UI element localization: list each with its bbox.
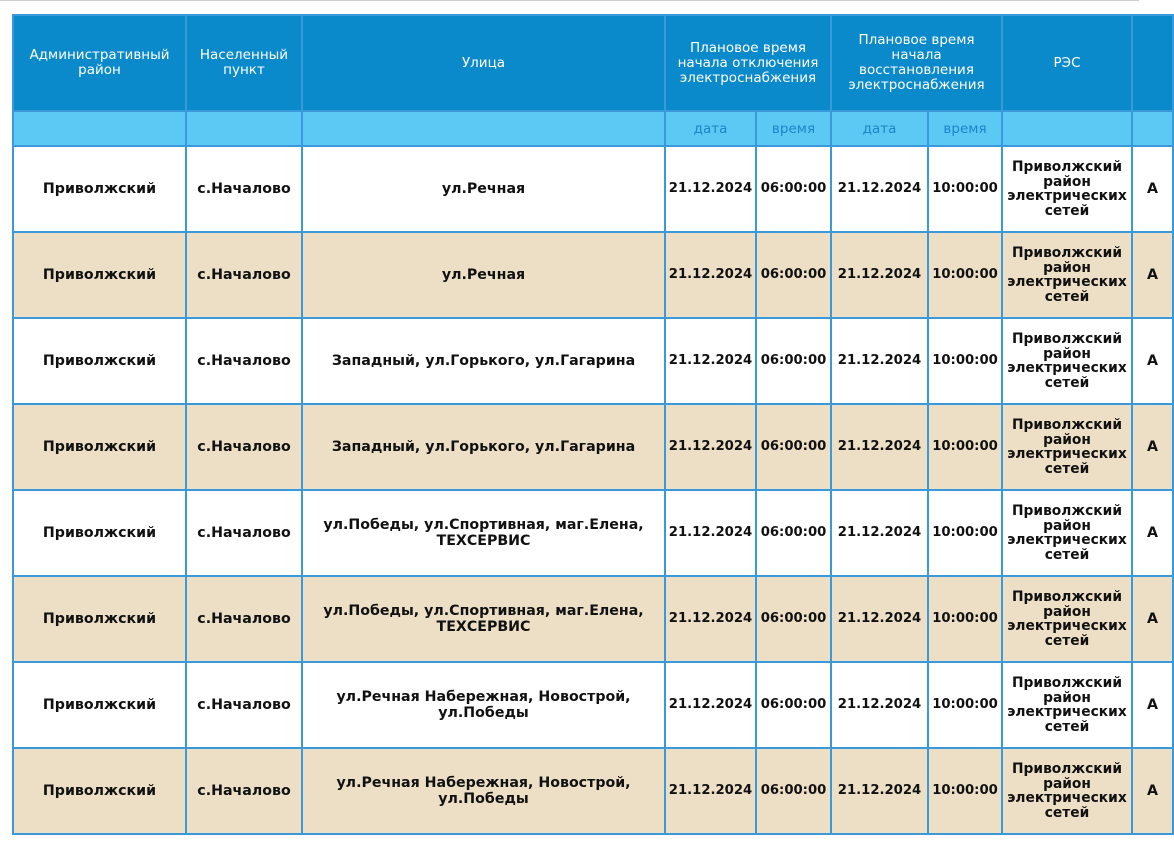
cell-street: ул.Речная bbox=[302, 232, 665, 318]
cell-on-time: 10:00:00 bbox=[928, 490, 1002, 576]
cell-extra: А bbox=[1132, 748, 1173, 834]
cell-off-date: 21.12.2024 bbox=[665, 232, 756, 318]
cell-off-time: 06:00:00 bbox=[756, 748, 831, 834]
cell-res: Приволжский район электрических сетей bbox=[1002, 490, 1132, 576]
subheader-empty bbox=[302, 111, 665, 146]
subheader-empty bbox=[1002, 111, 1132, 146]
cell-on-date: 21.12.2024 bbox=[831, 748, 928, 834]
cell-res: Приволжский район электрических сетей bbox=[1002, 232, 1132, 318]
subheader-off-date: дата bbox=[665, 111, 756, 146]
cell-off-date: 21.12.2024 bbox=[665, 576, 756, 662]
subheader-empty bbox=[13, 111, 186, 146]
cell-res: Приволжский район электрических сетей bbox=[1002, 318, 1132, 404]
cell-res: Приволжский район электрических сетей bbox=[1002, 576, 1132, 662]
table-row bbox=[13, 404, 1173, 490]
cell-settlement: с.Началово bbox=[186, 318, 302, 404]
cell-settlement: с.Началово bbox=[186, 490, 302, 576]
cell-street: ул.Речная Набережная, Новострой, ул.Победы bbox=[302, 662, 665, 748]
cell-on-date: 21.12.2024 bbox=[831, 576, 928, 662]
cell-off-time: 06:00:00 bbox=[756, 662, 831, 748]
cell-off-time: 06:00:00 bbox=[756, 490, 831, 576]
cell-on-date: 21.12.2024 bbox=[831, 404, 928, 490]
cell-off-date: 21.12.2024 bbox=[665, 404, 756, 490]
cell-extra: А bbox=[1132, 318, 1173, 404]
cell-off-time: 06:00:00 bbox=[756, 404, 831, 490]
cell-district: Приволжский bbox=[13, 748, 186, 834]
cell-res: Приволжский район электрических сетей bbox=[1002, 146, 1132, 232]
header-extra bbox=[1132, 15, 1173, 111]
cell-on-time: 10:00:00 bbox=[928, 318, 1002, 404]
cell-district: Приволжский bbox=[13, 232, 186, 318]
top-border bbox=[0, 0, 1139, 14]
table-row bbox=[13, 232, 1173, 318]
cell-district: Приволжский bbox=[13, 404, 186, 490]
cell-res: Приволжский район электрических сетей bbox=[1002, 662, 1132, 748]
cell-settlement: с.Началово bbox=[186, 662, 302, 748]
cell-off-date: 21.12.2024 bbox=[665, 662, 756, 748]
cell-off-time: 06:00:00 bbox=[756, 146, 831, 232]
table-row bbox=[13, 490, 1173, 576]
cell-off-time: 06:00:00 bbox=[756, 232, 831, 318]
cell-street: Западный, ул.Горького, ул.Гагарина bbox=[302, 404, 665, 490]
cell-res: Приволжский район электрических сетей bbox=[1002, 748, 1132, 834]
cell-extra: А bbox=[1132, 232, 1173, 318]
cell-off-date: 21.12.2024 bbox=[665, 490, 756, 576]
cell-on-time: 10:00:00 bbox=[928, 404, 1002, 490]
cell-on-date: 21.12.2024 bbox=[831, 662, 928, 748]
subheader-empty bbox=[186, 111, 302, 146]
cell-settlement: с.Началово bbox=[186, 404, 302, 490]
cell-on-time: 10:00:00 bbox=[928, 146, 1002, 232]
header-street: Улица bbox=[302, 15, 665, 111]
cell-settlement: с.Началово bbox=[186, 146, 302, 232]
cell-extra: А bbox=[1132, 146, 1173, 232]
table-header bbox=[13, 15, 1173, 146]
subheader-empty bbox=[1132, 111, 1173, 146]
subheader-on-time: время bbox=[928, 111, 1002, 146]
header-planned-on: Плановое время начала восстановления электроснабжения bbox=[831, 15, 1002, 111]
cell-off-date: 21.12.2024 bbox=[665, 318, 756, 404]
cell-district: Приволжский bbox=[13, 662, 186, 748]
cell-settlement: с.Началово bbox=[186, 576, 302, 662]
cell-district: Приволжский bbox=[13, 490, 186, 576]
cell-settlement: с.Началово bbox=[186, 748, 302, 834]
cell-on-date: 21.12.2024 bbox=[831, 146, 928, 232]
cell-district: Приволжский bbox=[13, 146, 186, 232]
cell-on-time: 10:00:00 bbox=[928, 662, 1002, 748]
cell-district: Приволжский bbox=[13, 318, 186, 404]
cell-street: ул.Речная bbox=[302, 146, 665, 232]
cell-on-date: 21.12.2024 bbox=[831, 490, 928, 576]
header-settlement: Населенный пункт bbox=[186, 15, 302, 111]
cell-off-date: 21.12.2024 bbox=[665, 146, 756, 232]
cell-on-time: 10:00:00 bbox=[928, 576, 1002, 662]
table-row bbox=[13, 748, 1173, 834]
cell-extra: А bbox=[1132, 662, 1173, 748]
cell-district: Приволжский bbox=[13, 576, 186, 662]
cell-on-time: 10:00:00 bbox=[928, 232, 1002, 318]
cell-off-date: 21.12.2024 bbox=[665, 748, 756, 834]
outage-table-container bbox=[12, 14, 1158, 844]
table-row bbox=[13, 662, 1173, 748]
cell-res: Приволжский район электрических сетей bbox=[1002, 404, 1132, 490]
subheader-off-time: время bbox=[756, 111, 831, 146]
subheader-on-date: дата bbox=[831, 111, 928, 146]
cell-extra: А bbox=[1132, 404, 1173, 490]
cell-street: ул.Речная Набережная, Новострой, ул.Победы bbox=[302, 748, 665, 834]
header-planned-off: Плановое время начала отключения электроснабжения bbox=[665, 15, 831, 111]
header-district: Административный район bbox=[13, 15, 186, 111]
cell-street: Западный, ул.Горького, ул.Гагарина bbox=[302, 318, 665, 404]
cell-extra: А bbox=[1132, 490, 1173, 576]
header-res: РЭС bbox=[1002, 15, 1132, 111]
cell-street: ул.Победы, ул.Спортивная, маг.Елена, ТЕХСЕРВИС bbox=[302, 576, 665, 662]
cell-street: ул.Победы, ул.Спортивная, маг.Елена, ТЕХСЕРВИС bbox=[302, 490, 665, 576]
cell-on-date: 21.12.2024 bbox=[831, 232, 928, 318]
cell-on-date: 21.12.2024 bbox=[831, 318, 928, 404]
table-row bbox=[13, 318, 1173, 404]
table-row bbox=[13, 576, 1173, 662]
cell-extra: А bbox=[1132, 576, 1173, 662]
cell-off-time: 06:00:00 bbox=[756, 576, 831, 662]
outage-schedule-table bbox=[12, 14, 1174, 835]
cell-off-time: 06:00:00 bbox=[756, 318, 831, 404]
cell-settlement: с.Началово bbox=[186, 232, 302, 318]
cell-on-time: 10:00:00 bbox=[928, 748, 1002, 834]
table-body bbox=[13, 146, 1173, 834]
table-row bbox=[13, 146, 1173, 232]
